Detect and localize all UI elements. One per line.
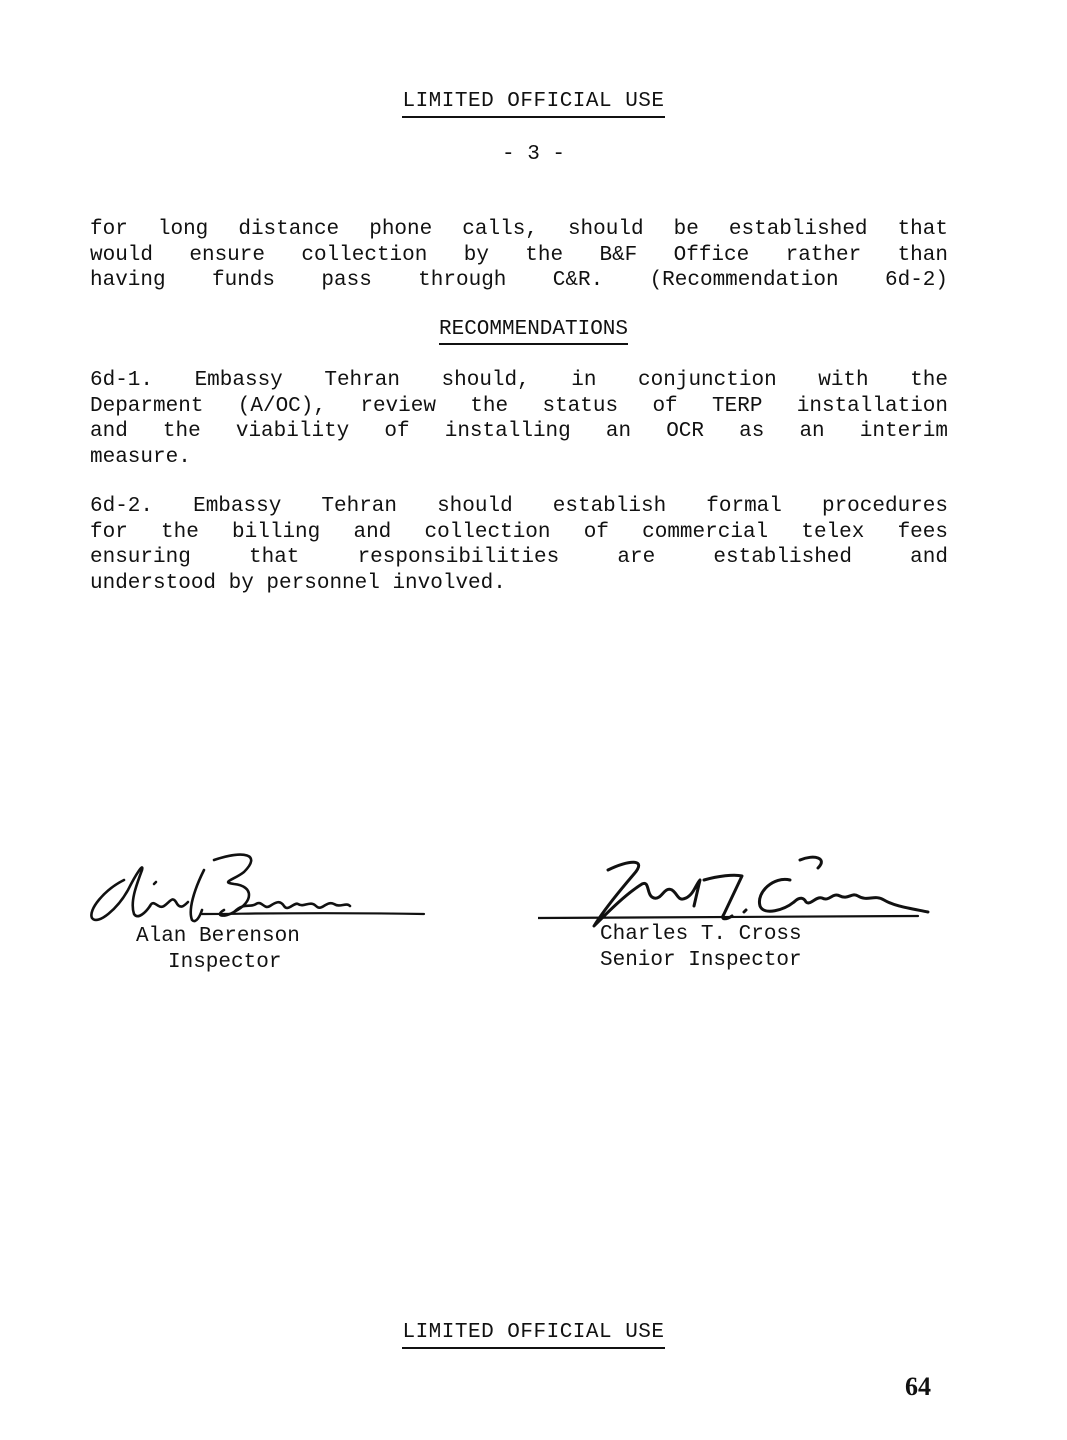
intro-paragraph bbox=[90, 217, 948, 294]
recommendations-heading-text: RECOMMENDATIONS bbox=[439, 318, 628, 345]
paragraph-line: ensuring that responsibilities are established and bbox=[90, 546, 948, 569]
paragraph-line: 6d-2. Embassy Tehran should establish formal procedures bbox=[90, 495, 948, 518]
paragraph-line: measure. bbox=[90, 445, 191, 469]
signature-block-berenson bbox=[84, 840, 444, 980]
classification-footer-text: LIMITED OFFICIAL USE bbox=[402, 1321, 664, 1349]
paragraph-line: Deparment (A/OC), review the status of TERP installation bbox=[90, 394, 948, 418]
recommendation-6d-1 bbox=[90, 368, 948, 470]
signature-block-cross bbox=[538, 840, 938, 980]
signatory-name: Alan Berenson bbox=[136, 925, 300, 948]
paragraph-line: for long distance phone calls, should be established that bbox=[90, 218, 948, 241]
classification-header bbox=[0, 90, 1067, 118]
handwritten-signature-cross bbox=[538, 840, 938, 930]
classification-footer bbox=[0, 1321, 1067, 1349]
signatory-title: Inspector bbox=[168, 951, 282, 974]
handwritten-signature-berenson bbox=[84, 840, 444, 930]
paragraph-line: understood by personnel involved. bbox=[90, 571, 506, 595]
recommendation-6d-2 bbox=[90, 494, 948, 596]
page-marker: - 3 - bbox=[501, 143, 565, 166]
classification-header-text: LIMITED OFFICIAL USE bbox=[402, 90, 664, 118]
paragraph-line: having funds pass through C&R. (Recommendation 6d-2) bbox=[90, 269, 948, 292]
paragraph-line: and the viability of installing an OCR as an interim bbox=[90, 420, 948, 443]
signatory-name: Charles T. Cross bbox=[600, 923, 802, 946]
signatory-title: Senior Inspector bbox=[600, 949, 802, 972]
paragraph-line: for the billing and collection of commercial telex fees bbox=[90, 520, 948, 544]
recommendations-heading bbox=[0, 318, 1067, 345]
paragraph-line: 6d-1. Embassy Tehran should, in conjunction with the bbox=[90, 369, 948, 392]
page-number: 64 bbox=[905, 1372, 931, 1401]
paragraph-line: would ensure collection by the B&F Office rather than bbox=[90, 243, 948, 267]
